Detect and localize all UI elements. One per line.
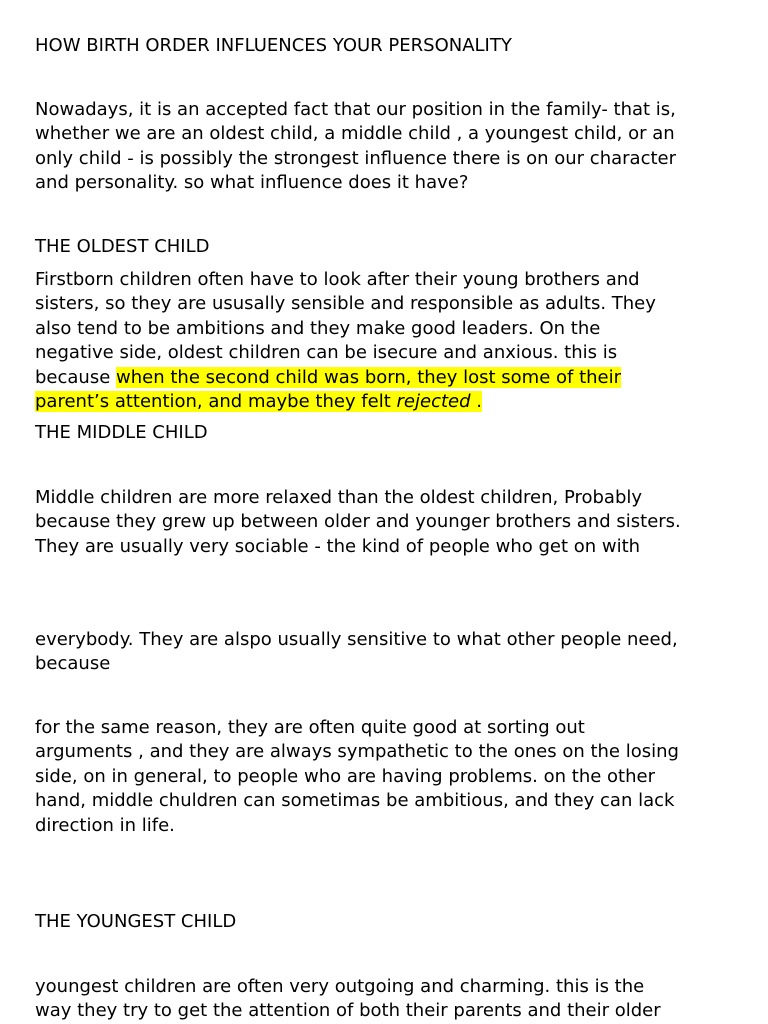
highlighted-text-end: .	[470, 391, 482, 413]
highlighted-text	[35, 391, 482, 412]
middle-line: hand, middle chuldren can sometimas be ambitious, and they can lack	[35, 790, 675, 812]
youngest-line: youngest children are often very outgoing and charming. this is the	[35, 976, 645, 997]
oldest-line: also tend to be ambitions and they make good leaders. On the	[35, 317, 601, 339]
middle-line: arguments , and they are always sympathetic to the ones on the losing	[35, 741, 679, 763]
oldest-line: sisters, so they are ususally sensible and responsible as adults. They	[35, 293, 656, 315]
middle-child-paragraph-1	[35, 486, 740, 559]
document-title: HOW BIRTH ORDER INFLUENCES YOUR PERSONALITY	[35, 35, 512, 56]
middle-line: because	[35, 653, 111, 675]
oldest-line	[35, 366, 740, 390]
middle-line: They are usually very sociable - the kind of people who get on with	[35, 535, 641, 557]
intro-line: and personality. so what influence does it have?	[35, 172, 469, 194]
intro-line: Nowadays, it is an accepted fact that our position in the family- that is,	[35, 99, 676, 120]
intro-line: only child - is possibly the strongest influence there is on our character	[35, 147, 676, 169]
youngest-child-heading: THE YOUNGEST CHILD	[35, 911, 237, 932]
middle-line: side, on in general, to people who are having problems. on the other	[35, 765, 655, 787]
middle-child-paragraph-2	[35, 628, 740, 677]
intro-paragraph	[35, 98, 740, 196]
youngest-child-paragraph	[35, 975, 740, 1024]
middle-line: for the same reason, they are often quite good at sorting out	[35, 717, 585, 738]
oldest-line	[35, 390, 740, 414]
middle-line: Middle children are more relaxed than the oldest children, Probably	[35, 487, 643, 508]
italic-word-rejected: rejected	[396, 391, 471, 413]
highlighted-text: when the second child was born, they lost some of their	[116, 366, 622, 388]
oldest-child-paragraph	[35, 268, 740, 414]
oldest-line: Firstborn children often have to look after their young brothers and	[35, 269, 640, 290]
highlighted-text-part: parent’s attention, and maybe they felt	[35, 391, 397, 413]
document-page	[35, 0, 740, 1024]
middle-child-paragraph-3	[35, 716, 740, 838]
middle-line: direction in life.	[35, 814, 175, 836]
intro-line: whether we are an oldest child, a middle child , a youngest child, or an	[35, 123, 675, 145]
middle-line: everybody. They are alspo usually sensitive to what other people need,	[35, 629, 678, 650]
youngest-line: way they try to get the attention of both their parents and their older	[35, 1000, 661, 1022]
middle-line: because they grew up between older and younger brothers and sisters.	[35, 511, 681, 533]
middle-child-heading: THE MIDDLE CHILD	[35, 422, 208, 443]
because-word: because	[35, 366, 117, 388]
oldest-line: negative side, oldest children can be isecure and anxious. this is	[35, 342, 618, 364]
oldest-child-heading: THE OLDEST CHILD	[35, 236, 210, 257]
